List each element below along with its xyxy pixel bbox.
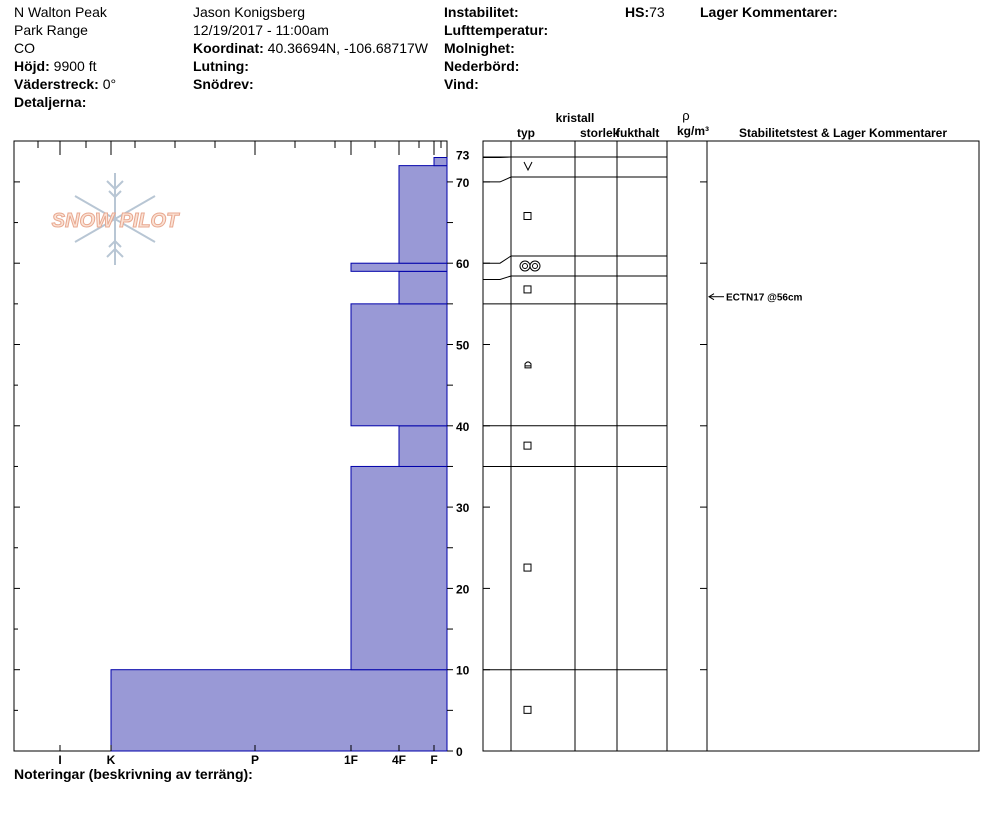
faceted-grain-symbol	[524, 286, 531, 293]
faceted-grain-symbol	[524, 706, 531, 713]
melt-form-symbol-inner	[533, 264, 538, 269]
precip: Nederbörd:	[444, 58, 520, 74]
faceted-grain-symbol	[524, 442, 531, 449]
hardness-tick-label: F	[430, 753, 438, 767]
hardness-bar	[351, 263, 447, 271]
test-label: ECTN17 @56cm	[726, 292, 803, 304]
height-tick-label: 60	[456, 257, 470, 272]
observation-datetime: 12/19/2017 - 11:00am	[193, 22, 329, 38]
height-tick-label: 30	[456, 501, 470, 516]
melt-form-symbol	[530, 261, 540, 271]
height-tick-label: 20	[456, 582, 470, 597]
hardness-tick-label: 4F	[391, 753, 407, 767]
header-moisture: fukthalt	[616, 126, 660, 140]
hardness-bar	[351, 304, 447, 426]
elevation: Höjd: 9900 ft	[14, 58, 97, 74]
site-range: Park Range	[14, 22, 88, 38]
hardness-tick-label: I	[58, 753, 62, 767]
hs-tick-label: 73	[456, 148, 470, 163]
layer-comments-header: Lager Kommentarer:	[700, 4, 838, 20]
layer-boundary	[483, 157, 667, 158]
depth-hoar-symbol	[525, 362, 531, 368]
hardness-tick-label: P	[250, 753, 260, 767]
observer-name: Jason Konigsberg	[193, 4, 306, 20]
site-name: N Walton Peak	[14, 4, 107, 20]
hardness-bar	[351, 466, 447, 669]
header-type: typ	[517, 126, 535, 140]
header-size: storlek	[580, 126, 620, 140]
header-stability: Stabilitetstest & Lager Kommentarer	[738, 126, 948, 140]
site-state: CO	[14, 40, 35, 56]
hardness-bar	[111, 670, 447, 751]
height-tick-label: 0	[456, 745, 463, 759]
hs-value: 73	[649, 4, 665, 20]
melt-form-symbol-inner	[523, 264, 528, 269]
height-tick-label: 50	[456, 338, 470, 353]
faceted-grain-symbol	[524, 564, 531, 571]
height-tick-label: 40	[456, 419, 470, 434]
precipitation-symbol	[524, 162, 532, 170]
sky: Molnighet:	[444, 40, 515, 56]
coordinates: Koordinat: 40.36694N, -106.68717W	[193, 40, 428, 56]
grain-symbols	[520, 162, 540, 713]
air-temp: Lufttemperatur:	[444, 22, 549, 38]
slope: Lutning:	[193, 58, 249, 74]
header-crystal: kristall	[555, 111, 595, 125]
hardness-tick-label: 1F	[343, 753, 359, 767]
melt-form-symbol	[520, 261, 530, 271]
snow-pilot-logo-text: SNOW PILOT	[51, 210, 179, 232]
hardness-bar	[399, 166, 447, 264]
drift: Snödrev:	[193, 76, 254, 92]
layer-table-rows	[483, 157, 707, 751]
aspect: Väderstreck: 0°	[14, 76, 117, 92]
details: Detaljerna:	[14, 94, 87, 110]
hardness-bar	[399, 426, 447, 467]
hardness-bar	[399, 271, 447, 304]
hardness-bar	[434, 158, 447, 166]
layer-table-frame	[483, 141, 979, 751]
height-tick-label: 10	[456, 663, 470, 678]
hs-info: HS:73	[625, 4, 665, 20]
instability: Instabilitet:	[444, 4, 519, 20]
wind: Vind:	[444, 76, 479, 92]
stability-tests	[709, 293, 803, 304]
height-tick-label: 70	[456, 175, 470, 190]
hardness-bars	[111, 158, 447, 751]
terrain-notes-label: Noteringar (beskrivning av terräng):	[14, 766, 253, 782]
faceted-grain-symbol	[524, 213, 531, 220]
header-rho: ρ	[682, 108, 690, 123]
hardness-tick-label: K	[106, 753, 116, 767]
header-density-unit: kg/m³	[676, 124, 710, 138]
